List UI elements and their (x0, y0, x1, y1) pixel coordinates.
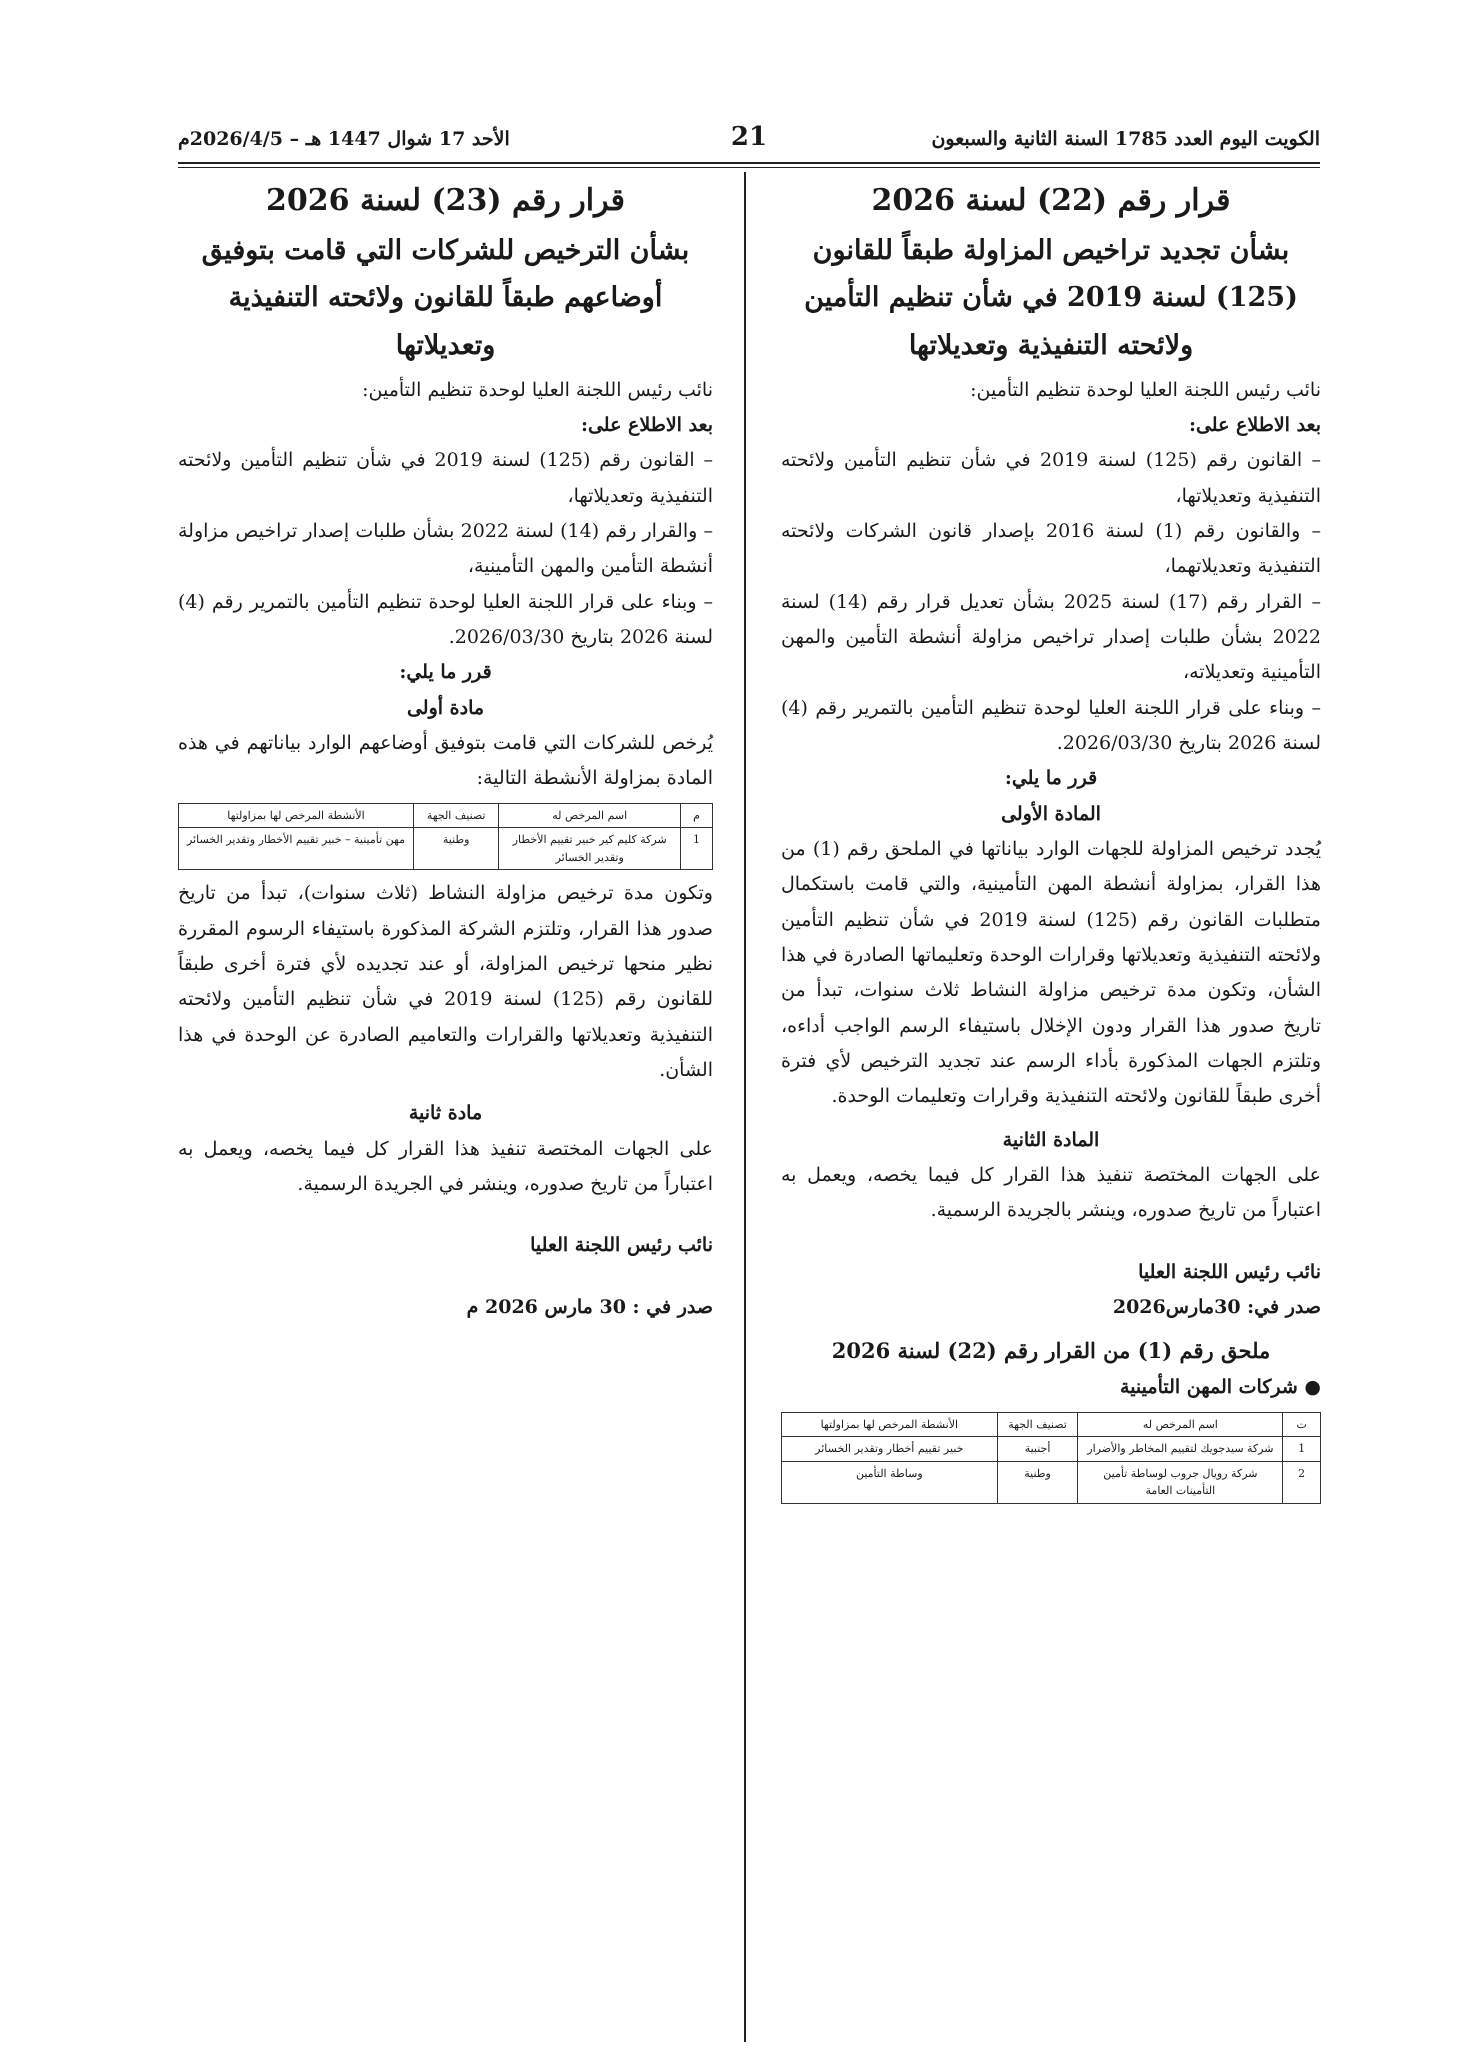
table-header-cell: الأنشطة المرخص لها بمزاولتها (782, 1412, 998, 1437)
article-2-text: على الجهات المختصة تنفيذ هذا القرار كل فيما يخصه، ويعمل به اعتباراً من تاريخ صدوره، وينشر في الجريدة الرسمية. (178, 1137, 713, 1196)
table-row (782, 1437, 1321, 1462)
table-cell: مهن تأمينية – خبير تقييم الأخطار وتقدير الخسائر (179, 828, 414, 870)
recital-item: – وبناء على قرار اللجنة العليا لوحدة تنظيم التأمين بالتمرير رقم (4) لسنة 2026 بتاريخ 2026/03/30. (178, 590, 713, 649)
issue-date-line: صدر في : 30 مارس 2026 م (466, 1295, 713, 1318)
decision-22 (781, 178, 1321, 1510)
preamble: نائب رئيس اللجنة العليا لوحدة تنظيم التأمين: (970, 378, 1321, 401)
table-cell: 2 (1283, 1461, 1321, 1503)
table-header-cell: تصنيف الجهة (997, 1412, 1078, 1437)
table-header-cell: م (680, 803, 712, 828)
table-cell: شركة سيدجويك لتقييم المخاطر والأضرار (1078, 1437, 1283, 1462)
table-cell: 1 (680, 828, 712, 870)
recital-item: – والقانون رقم (1) لسنة 2016 بإصدار قانون الشركات ولائحته التنفيذية وتعديلاتهما، (781, 520, 1321, 578)
article-1-text: يُرخص للشركات التي قامت بتوفيق أوضاعهم الوارد بياناتهم في هذه المادة بمزاولة الأنشطة التالية: (178, 732, 713, 790)
article-2-text: على الجهات المختصة تنفيذ هذا القرار كل فيما يخصه، ويعمل به اعتباراً من تاريخ صدوره، وينشر بالجريدة الرسمية. (781, 1163, 1321, 1222)
table-cell: وطنية (997, 1461, 1078, 1503)
annex-title: ملحق رقم (1) من القرار رقم (22) لسنة 2026 (831, 1338, 1271, 1364)
recital-item: – القانون رقم (125) لسنة 2019 في شأن تنظيم التأمين ولائحته التنفيذية وتعديلاتها، (178, 449, 713, 507)
column-divider (744, 172, 746, 2042)
table-header-row (179, 803, 713, 828)
decision-22-subtitle: بشأن تجديد تراخيص المزاولة طبقاً للقانون (125) لسنة 2019 في شأن تنظيم التأمين ولائحته التنفيذية وتعديلاتها (804, 235, 1298, 361)
gazette-issue-info: الكويت اليوم العدد 1785 السنة الثانية والسبعون (931, 128, 1320, 150)
after-review: بعد الاطلاع على: (1188, 414, 1321, 437)
article-1-text: يُجدد ترخيص المزاولة للجهات الوارد بياناتها في الملحق رقم (1) من هذا القرار، بمزاولة أنشطة المهن التأمينية، والتي قامت باستكمال متطلبات القانون رقم (125) لسنة 2019 في شأن تنظيم التأمين ولائحته التنفيذية وتعديلاتها وقرارات الوحدة وتعليماتها الصادرة في هذا الشأن، وتكون مدة ترخيص مزاولة النشاط ثلاث سنوات، تبدأ من تاريخ صدور هذا القرار ودون الإخلال باستيفاء الرسم الواجب أداءه، وتلتزم الجهات المذكورة بأداء الرسم عند تجديد الترخيص لأي فترة أخرى طبقاً للقانون ولائحته التنفيذية وقرارات وتعليمات الوحدة. (781, 838, 1321, 1108)
article-1-title: المادة الأولى (1001, 802, 1101, 825)
annex-bullet: ● شركات المهن التأمينية (1120, 1376, 1321, 1399)
table-header-cell: ت (1283, 1412, 1321, 1437)
decision-23-title: قرار رقم (23) لسنة 2026 (266, 183, 625, 218)
page-header (178, 118, 1320, 168)
recital-item: – القانون رقم (125) لسنة 2019 في شأن تنظيم التأمين ولائحته التنفيذية وتعديلاتها، (781, 449, 1321, 507)
recital-item: – القرار رقم (17) لسنة 2025 بشأن تعديل قرار رقم (14) لسنة 2022 بشأن طلبات إصدار تراخيص مزاولة أنشطة التأمين والمهن التأمينية وتعديلاته، (781, 590, 1321, 684)
decided-heading: قرر ما يلي: (399, 661, 492, 684)
header-rule (178, 162, 1320, 164)
article-1-title: مادة أولى (406, 696, 485, 719)
article-1-continued: وتكون مدة ترخيص مزاولة النشاط (ثلاث سنوات)، تبدأ من تاريخ صدور هذا القرار، وتلتزم الشركة المذكورة باستيفاء الرسوم المقررة نظير منحها ترخيص المزاولة، أو عند تجديده لأي فترة أخرى طبقاً للقانون رقم (125) لسنة 2019 في شأن تنظيم التأمين ولائحته التنفيذية وتعديلاتها والقرارات والتعاميم الصادرة عن الوحدة في هذا الشأن. (178, 882, 714, 1082)
issue-date: الأحد 17 شوال 1447 هـ – 2026/4/5م (178, 128, 510, 150)
table-cell: شركة كليم كير خبير تقييم الأخطار وتقدير الخسائر (499, 828, 681, 870)
licensee-table (178, 803, 713, 871)
decision-23-subtitle: بشأن الترخيص للشركات التي قامت بتوفيق أوضاعهم طبقاً للقانون ولائحته التنفيذية وتعديلاتها (201, 235, 690, 361)
table-row (179, 828, 713, 870)
recital-item: – والقرار رقم (14) لسنة 2022 بشأن طلبات إصدار تراخيص مزاولة أنشطة التأمين والمهن التأمينية، (178, 520, 714, 578)
table-cell: خبير تقييم أخطار وتقدير الخسائر (782, 1437, 998, 1462)
header-rule-thin (178, 167, 1320, 168)
decision-22-title: قرار رقم (22) لسنة 2026 (871, 183, 1231, 218)
table-cell: 1 (1283, 1437, 1321, 1462)
table-header-cell: اسم المرخص له (499, 803, 681, 828)
table-header-cell: اسم المرخص له (1078, 1412, 1283, 1437)
table-header-cell: الأنشطة المرخص لها بمزاولتها (179, 803, 414, 828)
preamble: نائب رئيس اللجنة العليا لوحدة تنظيم التأمين: (362, 378, 713, 401)
page-number: 21 (730, 122, 768, 152)
table-cell: وساطة التأمين (782, 1461, 998, 1503)
issue-date-line: صدر في: 30مارس2026 (1112, 1295, 1321, 1318)
table-cell: شركة رويال جروب لوساطة تأمين التأمينات العامة (1078, 1461, 1283, 1503)
signature-title: نائب رئيس اللجنة العليا (530, 1234, 713, 1257)
signature-title: نائب رئيس اللجنة العليا (1138, 1260, 1321, 1283)
article-2-title: مادة ثانية (408, 1102, 483, 1125)
decided-heading: قرر ما يلي: (1004, 767, 1098, 790)
decision-23 (178, 178, 713, 1325)
after-review: بعد الاطلاع على: (580, 414, 713, 437)
table-header-cell: تصنيف الجهة (413, 803, 498, 828)
table-cell: أجنبية (997, 1437, 1078, 1462)
table-row (782, 1461, 1321, 1503)
article-2-title: المادة الثانية (1002, 1128, 1100, 1151)
table-cell: وطنية (413, 828, 498, 870)
recital-item: – وبناء على قرار اللجنة العليا لوحدة تنظيم التأمين بالتمرير رقم (4) لسنة 2026 بتاريخ 2026/03/30. (781, 696, 1321, 755)
annex-table (781, 1412, 1321, 1504)
table-header-row (782, 1412, 1321, 1437)
